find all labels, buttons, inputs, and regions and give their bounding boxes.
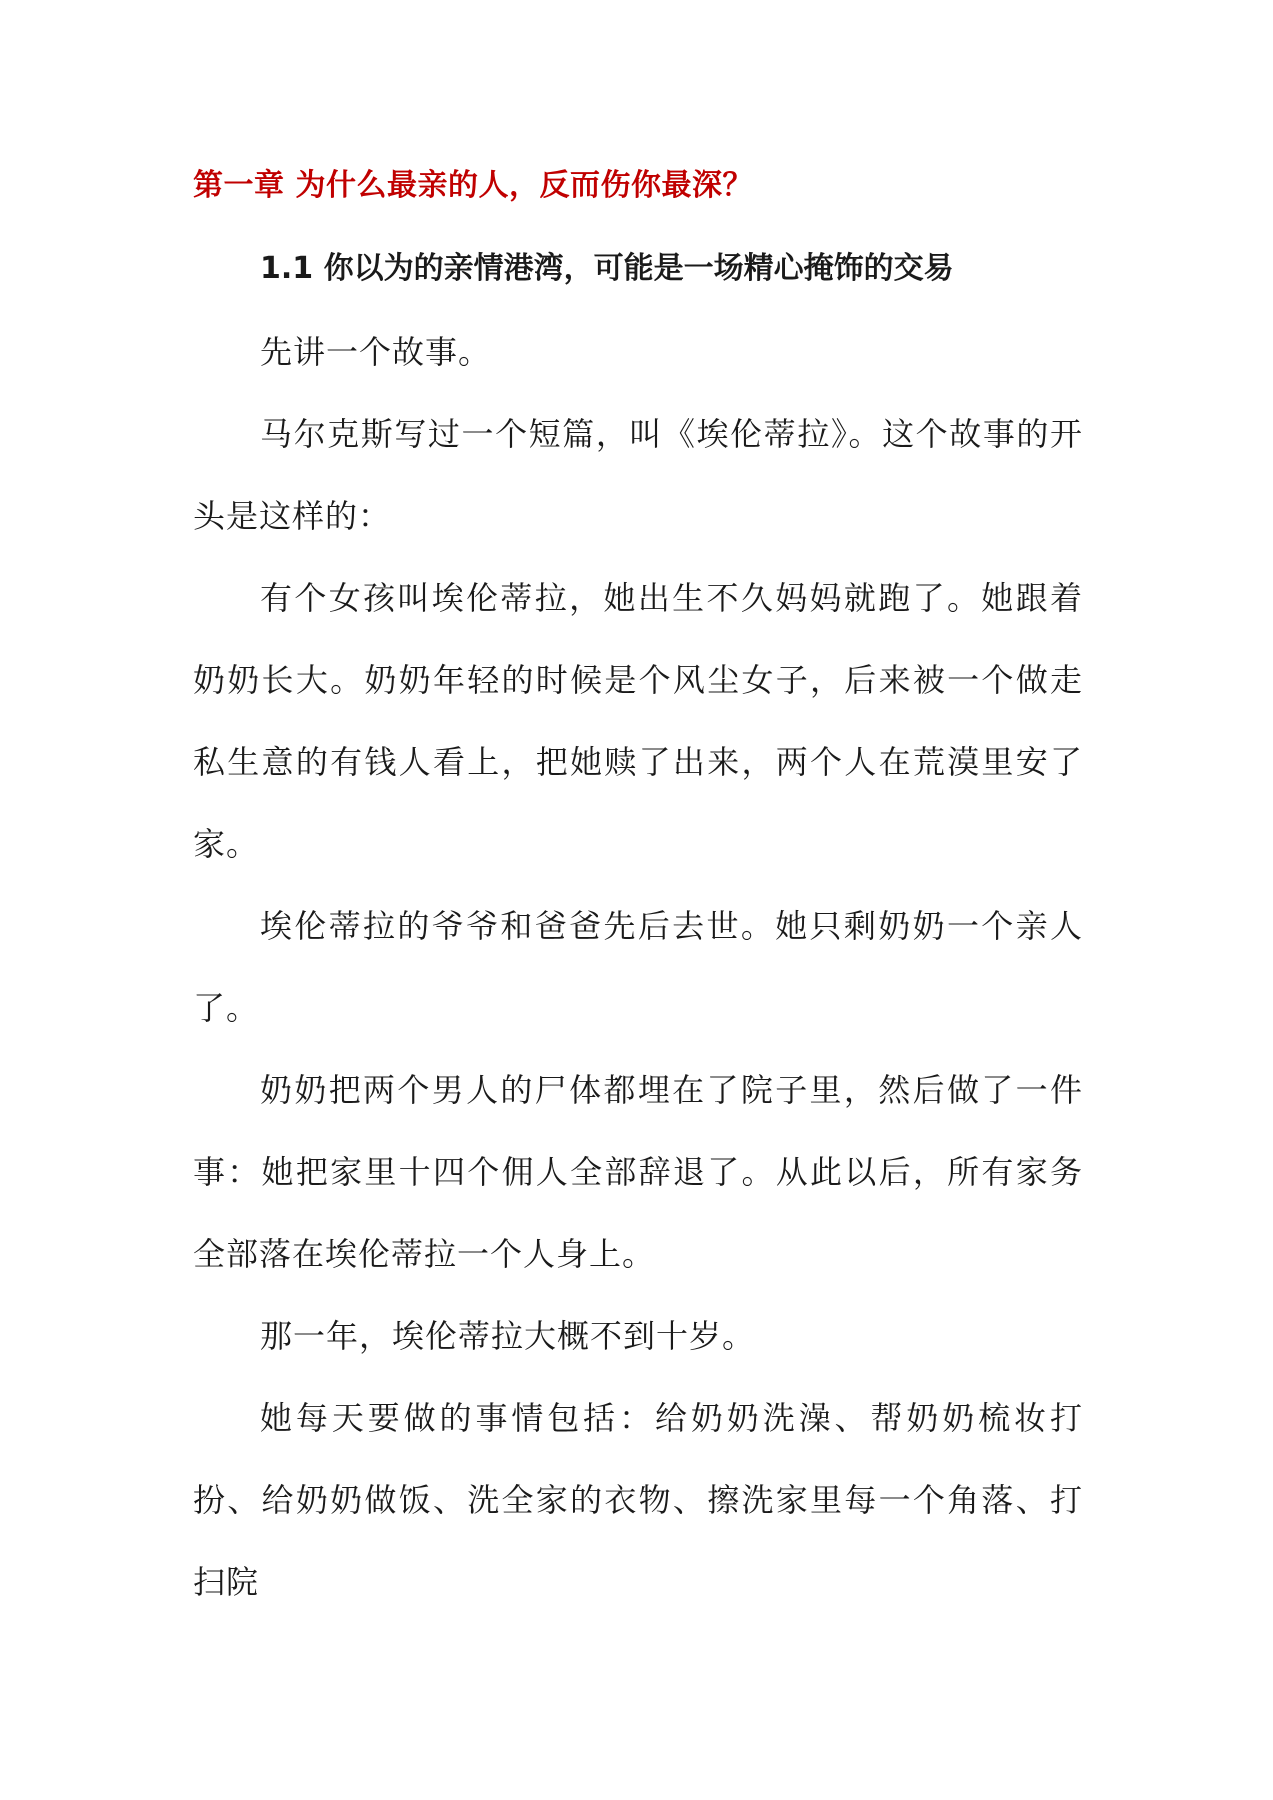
paragraph: 先讲一个故事。 (260, 333, 492, 371)
paragraph: 那一年，埃伦蒂拉大概不到十岁。 (260, 1317, 756, 1355)
paragraph: 埃伦蒂拉的爷爷和爸爸先后去世。她只剩奶奶一个亲人了。 (193, 907, 1083, 1027)
paragraph: 马尔克斯写过一个短篇，叫《埃伦蒂拉》。这个故事的开头是这样的： (193, 415, 1083, 535)
paragraph: 奶奶把两个男人的尸体都埋在了院子里，然后做了一件事：她把家里十四个佣人全部辞退了。从此以后，所有家务全部落在埃伦蒂拉一个人身上。 (193, 1071, 1083, 1273)
document-body (193, 166, 1083, 1623)
section-title: 1.1 你以为的亲情港湾，可能是一场精心掩饰的交易 (260, 251, 954, 286)
chapter-title: 第一章 为什么最亲的人，反而伤你最深？ (193, 168, 753, 203)
paragraph: 有个女孩叫埃伦蒂拉，她出生不久妈妈就跑了。她跟着奶奶长大。奶奶年轻的时候是个风尘女子，后来被一个做走私生意的有钱人看上，把她赎了出来，两个人在荒漠里安了家。 (193, 579, 1083, 863)
paragraph: 她每天要做的事情包括：给奶奶洗澡、帮奶奶梳妆打扮、给奶奶做饭、洗全家的衣物、擦洗家里每一个角落、打扫院 (193, 1399, 1083, 1601)
